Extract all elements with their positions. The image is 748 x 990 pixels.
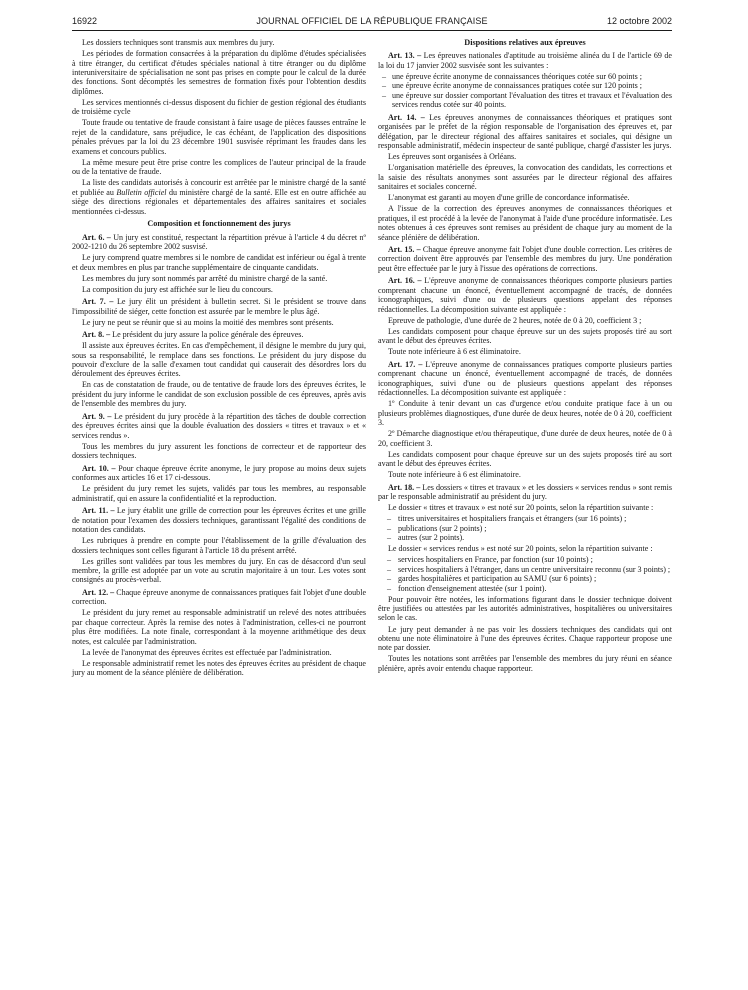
section-heading: Composition et fonctionnement des jurys <box>147 219 291 229</box>
paragraph: Les épreuves sont organisées à Orléans. <box>388 152 517 162</box>
article-10 <box>72 464 366 483</box>
article-17 <box>378 360 672 398</box>
paragraph: La levée de l'anonymat des épreuves écrites est effectuée par l'administration. <box>82 647 332 657</box>
paragraph: En cas de constatation de fraude, ou de tentative de fraude lors des épreuves écrites, le président du jury informe le candidat de son exclusion possible de ces épreuves, après avis de l'ensemble des membres du jury. <box>72 380 366 409</box>
article-label: Art. 9. – <box>82 411 112 421</box>
list-item: – publications (sur 2 points) ; <box>398 524 672 533</box>
text: Le président du jury procède à la répartition des tâches de double correction des épreuves écrites ainsi que la double évaluation des dossiers « titres et travaux » et « services rendus ». <box>72 411 367 440</box>
article-label: Art. 8. – <box>82 330 111 340</box>
list-item: – une épreuve écrite anonyme de connaissances théoriques cotée sur 60 points ; <box>392 72 672 81</box>
text: L'épreuve anonyme de connaissances pratiques comporte plusieurs parties comprenant chacune un énoncé, éventuellement accompagné de tracés, de données iconographiques, suivi d'une ou de plusieurs questions appelant des réponses rédactionnelles. La décomposition suivante est appliquée : <box>378 359 672 398</box>
text: Les épreuves nationales d'aptitude au troisième alinéa du I de l'article 69 de la loi du 17 janvier 2002 susvisée sont les suivantes : <box>378 51 672 70</box>
article-label: Art. 15. – <box>388 245 421 255</box>
paragraph: 2º Démarche diagnostique et/ou thérapeutique, d'une durée de deux heures, notée de 0 à 20, coefficient 3. <box>378 429 672 448</box>
paragraph: Les candidats composent pour chaque épreuve sur un des sujets proposés tiré au sort avant le début des épreuves écrites. <box>378 449 672 469</box>
article-label: Art. 6. – <box>82 232 111 242</box>
list-item: – une épreuve sur dossier comportant l'évaluation des titres et travaux et l'évaluation des services rendus cotée sur 40 points. <box>392 91 672 110</box>
paragraph: La même mesure peut être prise contre les complices de l'auteur principal de la fraude ou de la tentative de fraude. <box>72 157 366 177</box>
paragraph: Toute note inférieure à 6 est éliminatoire. <box>388 347 521 357</box>
article-label: Art. 16. – <box>388 276 422 286</box>
list-item: – autres (sur 2 points). <box>398 533 672 542</box>
article-8 <box>72 330 366 339</box>
article-label: Art. 7. – <box>82 297 114 307</box>
paragraph: Il assiste aux épreuves écrites. En cas d'empêchement, il désigne le membre du jury qui, sous sa responsabilité, le remplace dans ses fonctions. Le président du jury dispose du pouvoir d'exclure de la salle d'examen tout candidat qui causerait des désordres lors du déroulement des épreuves écrites. <box>72 341 366 379</box>
text: Pour chaque épreuve écrite anonyme, le jury propose au moins deux sujets conformes aux articles 16 et 17 ci-dessous. <box>72 463 367 483</box>
paragraph: L'organisation matérielle des épreuves, la convocation des candidats, les corrections et la saisie des résultats anonymes sont assurées par le directeur régional des affaires sanitaires et sociales concerné. <box>378 163 672 192</box>
article-label: Art. 12. – <box>82 587 115 597</box>
list-item: – services hospitaliers à l'étranger, dans un centre universitaire reconnu (sur 3 points) ; <box>398 565 672 574</box>
article-16 <box>378 276 672 314</box>
text: Le président du jury assure la police générale des épreuves. <box>110 330 304 340</box>
article-6 <box>72 233 366 252</box>
paragraph: A l'issue de la correction des épreuves anonymes de connaissances théoriques et pratiques, il est procédé à la levée de l'anonymat à l'aide d'une procédure informatisée. Les notes obtenues à ces épreuves sont remises au président de chaque jury au moment de la séance plénière de délibération. <box>378 204 672 242</box>
paragraph: Les membres du jury sont nommés par arrêté du ministre chargé de la santé. <box>82 273 328 283</box>
paragraph: Toute fraude ou tentative de fraude consistant à faire usage de pièces fausses entraîne le rejet de la candidature, sans préjudice, le cas échéant, de l'application des dispositions pénales prévues par la loi du 23 décembre 1901 susvisée réprimant les fraudes dans les examens et concours publics. <box>72 118 366 156</box>
paragraph: Pour pouvoir être notées, les informations figurant dans le dossier technique doivent être justifiées ou attestées par les autorités administratives, hospitalières ou universitaires selon le cas. <box>378 594 672 623</box>
text: L'épreuve anonyme de connaissances théoriques comporte plusieurs parties comprenant chacune un énoncé, éventuellement accompagné de tracés, de données iconographiques, suivi d'une ou de plusieurs questions appelant des réponses rédactionnelles. La décomposition suivante est appliquée : <box>378 276 672 314</box>
article-18 <box>378 483 672 502</box>
article-12 <box>72 588 366 607</box>
article-label: Art. 14. – <box>388 112 425 122</box>
article-9 <box>72 412 366 440</box>
article-label: Art. 11. – <box>82 506 115 516</box>
text: Le jury établit une grille de correction pour les épreuves écrites et une grille de notation pour l'examen des dossiers techniques, garantissant l'égalité des conditions de notation des candidats. <box>72 506 366 535</box>
paragraph: Epreuve de pathologie, d'une durée de 2 heures, notée de 0 à 20, coefficient 3 ; <box>388 315 642 325</box>
paragraph: Le responsable administratif remet les notes des épreuves écrites au président de chaque jury au moment de la séance plénière de délibération. <box>72 658 366 678</box>
publication-date: 12 octobre 2002 <box>606 16 672 26</box>
paragraph: Les rubriques à prendre en compte pour l'établissement de la grille d'évaluation des dossiers techniques sont celles figurant à l'article 18 du présent arrêté. <box>72 536 366 555</box>
list-item: – fonction d'enseignement attestée (sur 1 point). <box>398 584 672 593</box>
list-item: – gardes hospitalières et participation au SAMU (sur 6 points) ; <box>398 574 672 583</box>
paragraph: Les grilles sont validées par tous les membres du jury. En cas de désaccord d'un seul membre, la grille est adoptée par un vote au scrutin majoritaire à un tour. Les votes sont consignés au procès-verbal. <box>72 556 366 585</box>
text: Un jury est constitué, respectant la répartition prévue à l'article 4 du décret nº 2002-1210 du 26 septembre 2002 susvisé. <box>72 232 366 252</box>
paragraph: Les candidats composent pour chaque épreuve sur un des sujets proposés tiré au sort avant le début des épreuves écrites. <box>378 326 672 346</box>
services-list <box>378 555 672 593</box>
article-7 <box>72 297 366 316</box>
journal-title: JOURNAL OFFICIEL DE LA RÉPUBLIQUE FRANÇAISE <box>256 16 488 26</box>
section-heading: Dispositions relatives aux épreuves <box>464 38 586 47</box>
article-13 <box>378 51 672 70</box>
paragraph <box>72 178 366 216</box>
page-number: 16922 <box>72 16 98 26</box>
text: Les dossiers « titres et travaux » et les dossiers « services rendus » sont remis par le responsable administratif au président du jury. <box>378 482 672 502</box>
titres-list <box>378 514 672 542</box>
paragraph: Toutes les notations sont arrêtées par l'ensemble des membres du jury réuni en séance plénière, après avoir entendu chaque rapporteur. <box>378 654 672 673</box>
article-label: Art. 10. – <box>82 463 116 473</box>
paragraph: Le jury ne peut se réunir que si au moins la moitié des membres sont présents. <box>82 317 334 327</box>
paragraph: Le jury peut demander à ne pas voir les dossiers techniques des candidats qui ont obtenu une note éliminatoire à l'une des épreuves écrites. Chaque rapporteur propose une note par dossier. <box>378 624 672 653</box>
paragraph: Le président du jury remet les sujets, validés par tous les membres, au responsable administratif, qui en assure la confidentialité et la reproduction. <box>72 484 366 503</box>
article-14 <box>378 113 672 151</box>
article-label: Art. 18. – <box>388 482 421 492</box>
text: Chaque épreuve anonyme fait l'objet d'une double correction. Les critères de correction doivent être approuvés par l'ensemble des membres du jury. Une pondération peut être effectuée par le jury à l'issue des opérations de corrections. <box>378 245 672 273</box>
paragraph: Le dossier « services rendus » est noté sur 20 points, selon la répartition suivante : <box>388 544 653 554</box>
right-column <box>378 38 672 675</box>
list-item: – services hospitaliers en France, par fonction (sur 10 points) ; <box>398 555 672 564</box>
paragraph: Le dossier « titres et travaux » est noté sur 20 points, selon la répartition suivante : <box>388 503 654 513</box>
text: La liste des candidats autorisés à concourir est arrêtée par le ministre chargé de la santé et publiée au <box>72 178 366 197</box>
paragraph: Les périodes de formation consacrées à la préparation du diplôme d'études spécialisées à titre étranger, du certificat d'études spéciales national à titre étranger ou du diplôme interuniversitaire de spécialisation ne sont pas prises en compte pour le calcul de la durée des fonctions. Sont décomptés les semestres de formation fixés pour l'obtention desdits diplômes. <box>72 49 366 96</box>
list-item: – titres universitaires et hospitaliers français et étrangers (sur 16 points) ; <box>398 514 672 523</box>
page-header <box>72 14 672 31</box>
paragraph: La composition du jury est affichée sur le lieu du concours. <box>82 284 273 294</box>
paragraph: Les dossiers techniques sont transmis aux membres du jury. <box>82 38 275 47</box>
left-column <box>72 38 366 679</box>
paragraph: Tous les membres du jury assurent les fonctions de correcteur et de rapporteur des dossiers techniques. <box>72 441 366 461</box>
paragraph: Toute note inférieure à 6 est éliminatoire. <box>388 470 521 480</box>
list-item: – une épreuve écrite anonyme de connaissances pratiques cotée sur 120 points ; <box>392 81 672 90</box>
article-15 <box>378 245 672 273</box>
paragraph: Les services mentionnés ci-dessus disposent du fichier de gestion régional des étudiants de troisième cycle <box>72 97 366 117</box>
paragraph: L'anonymat est garanti au moyen d'une grille de concordance informatisée. <box>388 193 630 203</box>
paragraph: Le jury comprend quatre membres si le nombre de candidat est inférieur ou égal à trente et deux membres en plus par tranche supplémentaire de cinquante candidats. <box>72 253 366 272</box>
paragraph: Le président du jury remet au responsable administratif un relevé des notes attribuées par chaque correcteur. Après la remise des notes à l'administration, celles-ci ne pourront plus être modifiées. La note finale, correspondant à la moyenne arithmétique des deux notes, est calculée par l'administration. <box>72 608 366 646</box>
article-label: Art. 17. – <box>388 359 423 369</box>
article-11 <box>72 506 366 534</box>
article-label: Art. 13. – <box>388 51 422 61</box>
text: Le jury élit un président à bulletin secret. Si le président se trouve dans l'impossibilité de siéger, cette fonction est assurée par le membre le plus âgé. <box>72 297 367 316</box>
text: Chaque épreuve anonyme de connaissances pratiques fait l'objet d'une double correction. <box>72 587 367 607</box>
text: du ministère chargé de la santé. Elle est en outre affichée au siège des directions régionales et départementales des affaires sanitaires et sociales mentionnées ci-dessus. <box>72 187 367 216</box>
text: Les épreuves anonymes de connaissances théoriques et pratiques sont organisées par le préfet de la région responsable de l'organisation des épreuves et, par délégation, par le directeur régional des affaires sanitaires et sociales, qui désigne un responsable administratif, médecin inspecteur de santé publique, chargé d'assister les jurys. <box>378 112 672 151</box>
paragraph: 1º Conduite à tenir devant un cas d'urgence et/ou conduite pratique face à un ou plusieurs problèmes diagnostiques, d'une durée de deux heures, notée de 0 à 20, coefficient 3. <box>378 399 672 428</box>
bulletin-title: Bulletin officiel <box>116 187 167 197</box>
article-13-list <box>378 72 672 110</box>
